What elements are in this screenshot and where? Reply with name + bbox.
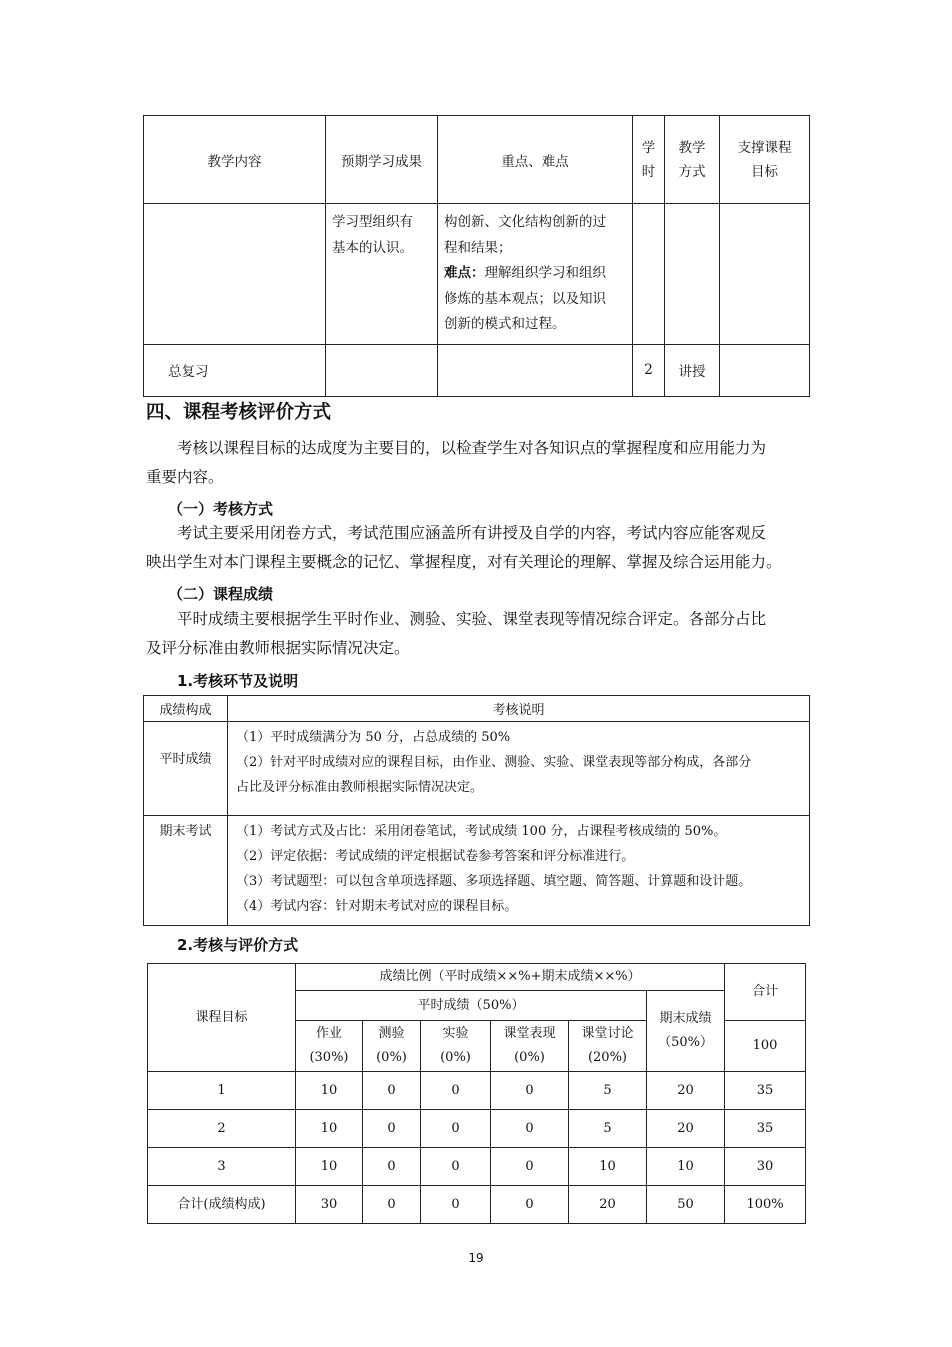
teaching-content-table bbox=[143, 115, 810, 397]
value-cell: 10 bbox=[296, 1110, 363, 1148]
text-line: 课堂讨论 bbox=[581, 1026, 634, 1041]
value-cell: 0 bbox=[421, 1186, 491, 1224]
value-cell: 10 bbox=[296, 1072, 363, 1110]
header-quiz bbox=[363, 1021, 421, 1072]
value-cell: 5 bbox=[569, 1110, 647, 1148]
header-total-value: 100 bbox=[725, 1021, 806, 1072]
header-method-line-1: 教学 bbox=[678, 139, 706, 156]
goal-cell: 2 bbox=[148, 1110, 296, 1148]
value-cell: 0 bbox=[363, 1072, 421, 1110]
table-row bbox=[144, 722, 810, 816]
text-line: 映出学生对本门课程主要概念的记忆、掌握程度，对有关理论的理解、掌握及综合运用能力。 bbox=[146, 553, 782, 571]
assessment-evaluation-table bbox=[147, 963, 806, 1224]
text-line: （3）考试题型：可以包含单项选择题、多项选择题、填空题、简答题、计算题和设计题。 bbox=[236, 874, 752, 889]
row1-content bbox=[144, 204, 326, 345]
text-line: 考核以课程目标的达成度为主要目的，以检查学生对各知识点的掌握程度和应用能力为 bbox=[177, 439, 767, 457]
course-grade-paragraph bbox=[146, 605, 816, 663]
value-cell: 5 bbox=[569, 1072, 647, 1110]
row1-support bbox=[720, 204, 810, 345]
text-line: (0%) bbox=[440, 1050, 471, 1065]
value-cell: 30 bbox=[296, 1186, 363, 1224]
goal-cell: 1 bbox=[148, 1072, 296, 1110]
text-line: 及评分标准由教师根据实际情况决定。 bbox=[146, 639, 410, 657]
row2-support bbox=[720, 344, 810, 396]
text-line: 程和结果； bbox=[444, 239, 512, 256]
text-line: （1）考试方式及占比：采用闭卷笔试，考试成绩 100 分，占课程考核成绩的 50%。 bbox=[236, 824, 727, 839]
header-teaching-method bbox=[665, 116, 720, 204]
subsection-title-assessment-method: （一）考核方式 bbox=[168, 500, 274, 518]
text-line: 创新的模式和过程。 bbox=[444, 316, 566, 332]
value-cell: 50 bbox=[647, 1186, 725, 1224]
header-method-line-2: 方式 bbox=[678, 163, 706, 180]
value-cell: 10 bbox=[296, 1148, 363, 1186]
value-cell: 0 bbox=[421, 1072, 491, 1110]
header-assessment-description: 考核说明 bbox=[228, 696, 810, 722]
header-course-goal: 课程目标 bbox=[148, 964, 296, 1072]
text-line: 基本的认识。 bbox=[332, 239, 413, 256]
text-line bbox=[444, 261, 626, 287]
text-line: 平时成绩主要根据学生平时作业、测验、实验、课堂表现等情况综合评定。各部分占比 bbox=[177, 610, 767, 628]
row1-hours bbox=[633, 204, 665, 345]
header-class-discussion bbox=[569, 1021, 647, 1072]
value-cell: 100% bbox=[725, 1186, 806, 1224]
header-support-line-1: 支撑课程 bbox=[737, 139, 792, 156]
text-line: （1）平时成绩满分为 50 分，占总成绩的 50% bbox=[236, 730, 511, 745]
value-cell: 0 bbox=[421, 1148, 491, 1186]
table-row bbox=[148, 1148, 806, 1186]
value-cell: 0 bbox=[491, 1148, 569, 1186]
text-line: （50%） bbox=[658, 1035, 713, 1050]
value-cell: 35 bbox=[725, 1110, 806, 1148]
value-cell: 10 bbox=[647, 1148, 725, 1186]
value-cell: 20 bbox=[647, 1072, 725, 1110]
table-title-assessment-links: 1.考核环节及说明 bbox=[177, 672, 299, 690]
row2-content: 总复习 bbox=[144, 344, 326, 396]
row2-method: 讲授 bbox=[665, 344, 720, 396]
table-row-total bbox=[148, 1186, 806, 1224]
table-row bbox=[144, 204, 810, 345]
table-row bbox=[148, 1072, 806, 1110]
text-line: （4）考试内容：针对期末考试对应的课程目标。 bbox=[236, 899, 518, 914]
row-desc-usual bbox=[228, 722, 810, 816]
header-grade-composition: 成绩构成 bbox=[144, 696, 228, 722]
row2-key-difficulty bbox=[438, 344, 633, 396]
table-row bbox=[144, 344, 810, 396]
value-cell: 30 bbox=[725, 1148, 806, 1186]
row-name-usual: 平时成绩 bbox=[144, 722, 228, 816]
value-cell: 0 bbox=[363, 1186, 421, 1224]
text-line: 修炼的基本观点；以及知识 bbox=[444, 290, 606, 307]
header-experiment bbox=[421, 1021, 491, 1072]
row2-hours: 2 bbox=[633, 344, 665, 396]
text-line: 构创新、文化结构创新的过 bbox=[444, 214, 606, 230]
header-class-performance bbox=[491, 1021, 569, 1072]
subsection-title-course-grade: （二）课程成绩 bbox=[168, 585, 274, 603]
text-line: (30%) bbox=[309, 1050, 349, 1065]
table-header-row bbox=[144, 116, 810, 204]
header-hours bbox=[633, 116, 665, 204]
row1-method bbox=[665, 204, 720, 345]
header-expected-outcome: 预期学习成果 bbox=[326, 116, 438, 204]
header-final-grade bbox=[647, 991, 725, 1072]
assessment-method-paragraph bbox=[146, 519, 816, 577]
value-cell: 0 bbox=[491, 1072, 569, 1110]
table-row bbox=[144, 816, 810, 926]
header-key-difficulty: 重点、难点 bbox=[438, 116, 633, 204]
header-hours-line-1: 学 bbox=[641, 139, 656, 156]
text-line: （2）评定依据：考试成绩的评定根据试卷参考答案和评分标准进行。 bbox=[236, 849, 635, 864]
value-cell: 0 bbox=[491, 1186, 569, 1224]
value-cell: 20 bbox=[647, 1110, 725, 1148]
table-title-assessment-evaluation: 2.考核与评价方式 bbox=[177, 936, 299, 954]
text-line: （2）针对平时成绩对应的课程目标，由作业、测验、实验、课堂表现等部分构成，各部分 bbox=[236, 755, 752, 770]
text-line: (0%) bbox=[376, 1050, 407, 1065]
text-line: (20%) bbox=[587, 1050, 628, 1065]
intro-paragraph bbox=[146, 434, 816, 492]
text-line: 作业 bbox=[315, 1026, 342, 1041]
goal-cell: 3 bbox=[148, 1148, 296, 1186]
table-row bbox=[148, 1110, 806, 1148]
difficulty-text: 理解组织学习和组织 bbox=[484, 265, 606, 281]
text-line: 测验 bbox=[378, 1026, 405, 1041]
text-line: 实验 bbox=[442, 1026, 469, 1041]
header-support-line-2: 目标 bbox=[751, 163, 778, 180]
text-line: 学习型组织有 bbox=[332, 214, 413, 230]
header-homework bbox=[296, 1021, 363, 1072]
text-line: 占比及评分标准由教师根据实际情况决定。 bbox=[236, 780, 484, 795]
value-cell: 0 bbox=[363, 1110, 421, 1148]
page-number: 19 bbox=[468, 1251, 484, 1265]
header-total: 合计 bbox=[725, 964, 806, 1021]
row-desc-final bbox=[228, 816, 810, 926]
section-title: 四、课程考核评价方式 bbox=[146, 402, 332, 423]
row1-key-difficulty bbox=[438, 204, 633, 345]
value-cell: 10 bbox=[569, 1148, 647, 1186]
header-hours-line-2: 时 bbox=[641, 163, 656, 180]
row2-outcome bbox=[326, 344, 438, 396]
table-header-row bbox=[144, 696, 810, 722]
row1-outcome bbox=[326, 204, 438, 345]
value-cell: 0 bbox=[491, 1110, 569, 1148]
value-cell: 35 bbox=[725, 1072, 806, 1110]
value-cell: 0 bbox=[421, 1110, 491, 1148]
value-cell: 20 bbox=[569, 1186, 647, 1224]
text-line: 期末成绩 bbox=[659, 1011, 712, 1026]
header-usual-grade: 平时成绩（50%） bbox=[296, 991, 647, 1021]
text-line: 课堂表现 bbox=[503, 1026, 556, 1041]
difficulty-label: 难点： bbox=[444, 265, 485, 281]
header-support-goal bbox=[720, 116, 810, 204]
header-grade-ratio: 成绩比例（平时成绩××%+期末成绩××%） bbox=[296, 964, 725, 991]
header-teaching-content: 教学内容 bbox=[144, 116, 326, 204]
text-line: (0%) bbox=[514, 1050, 545, 1065]
value-cell: 0 bbox=[363, 1148, 421, 1186]
text-line: 考试主要采用闭卷方式，考试范围应涵盖所有讲授及自学的内容，考试内容应能客观反 bbox=[177, 524, 767, 542]
text-line: 重要内容。 bbox=[146, 468, 224, 486]
assessment-links-table bbox=[143, 695, 810, 926]
goal-cell: 合计(成绩构成) bbox=[148, 1186, 296, 1224]
table-header-row bbox=[148, 964, 806, 991]
row-name-final: 期末考试 bbox=[144, 816, 228, 926]
